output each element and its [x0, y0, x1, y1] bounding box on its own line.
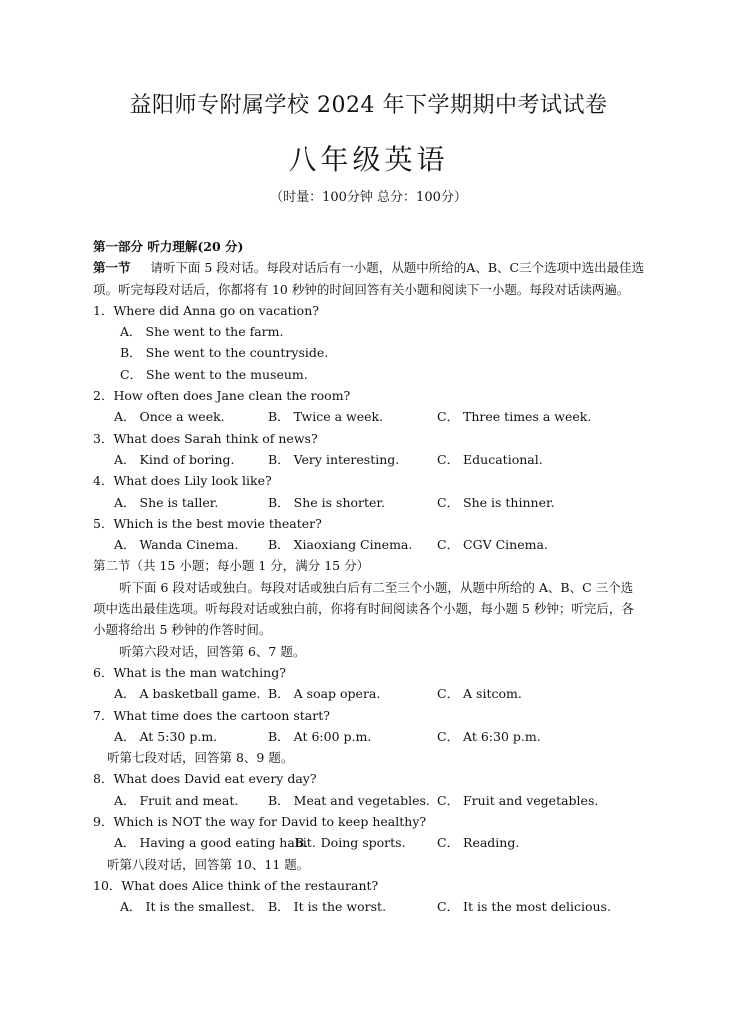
question-7: 7．What time does the cartoon start? [93, 707, 330, 723]
section2-instruction: 听下面 6 段对话或独白。每段对话或独白后有二至三个小题，从题中所给的 A、B、C 三个选项中选出最佳选项。听每段对话或独白前，你将有时间阅读各个小题，每小题 5 秒钟；听完后，各小题将给出 5 秒钟的作答时间。 [93, 579, 634, 638]
section1-text: 请听下面 5 段对话。每段对话后有一小题，从题中所给的A、B、C三个选项中选出最佳选项。听完每段对话后，你都将有 10 秒钟的时间回答有关小题和阅读下一小题。每段对话读两遍。 [93, 260, 645, 297]
option-8c: C． Fruit and vegetables. [437, 792, 599, 808]
option-5b: B． Xiaoxiang Cinema. [268, 537, 413, 553]
option-3b: B． Very interesting. [268, 451, 400, 467]
dialogue-7-note: 听第七段对话，回答第 8、9 题。 [107, 750, 294, 766]
option-6c: C． A sitcom. [437, 686, 522, 702]
options-4 [93, 492, 645, 513]
option-7a: A． At 5:30 p.m. [114, 728, 218, 744]
option-2b: B． Twice a week. [268, 409, 384, 425]
question-3: 3．What does Sarah think of news? [93, 430, 318, 446]
option-7c: C． At 6:30 p.m. [437, 728, 541, 744]
exam-title: 益阳师专附属学校 2024 年下学期期中考试试卷 [129, 93, 608, 118]
option-3c: C． Educational. [437, 451, 543, 467]
option-10b: B． It is the worst. [268, 899, 387, 915]
option-5a: A． Wanda Cinema. [114, 537, 239, 553]
dialogue-6-note: 听第六段对话，回答第 6、7 题。 [119, 643, 306, 659]
options-5 [93, 534, 645, 555]
option-4c: C． She is thinner. [437, 494, 555, 510]
question-8: 8．What does David eat every day? [93, 771, 317, 787]
options-8 [93, 790, 645, 811]
options-7 [93, 726, 645, 747]
option-4b: B． She is shorter. [268, 494, 385, 510]
option-7b: B． At 6:00 p.m. [268, 728, 372, 744]
options-2 [93, 406, 645, 427]
option-9a: A． Having a good eating habit. [114, 835, 316, 851]
question-5: 5．Which is the best movie theater? [93, 515, 322, 531]
exam-content [93, 236, 645, 918]
options-9 [93, 832, 645, 853]
question-2: 2．How often does Jane clean the room? [93, 388, 351, 404]
exam-info: （时量：100分钟 总分：100分） [270, 190, 467, 205]
section2-title: 第二节（共 15 小题；每小题 1 分，满分 15 分） [93, 558, 370, 574]
option-1b: B． She went to the countryside. [120, 345, 329, 361]
option-5c: C． CGV Cinema. [437, 537, 548, 553]
subject-title: 八年级英语 [288, 143, 449, 176]
option-1c: C． She went to the museum. [120, 366, 308, 382]
option-9c: C． Reading. [437, 835, 520, 851]
option-8b: B． Meat and vegetables. [268, 792, 430, 808]
option-3a: A． Kind of boring. [114, 451, 235, 467]
option-2a: A． Once a week. [114, 409, 225, 425]
option-9b: B． Doing sports. [295, 835, 406, 851]
options-3 [93, 449, 645, 470]
option-10a: A． It is the smallest. [120, 899, 255, 915]
option-4a: A． She is taller. [114, 494, 219, 510]
option-10c: C． It is the most delicious. [437, 899, 611, 915]
options-6 [93, 683, 645, 704]
section1-label: 第一节 [93, 260, 131, 276]
question-9: 9．Which is NOT the way for David to keep healthy? [93, 814, 427, 830]
question-4: 4．What does Lily look like? [93, 473, 272, 489]
option-6a: A． A basketball game. [114, 686, 261, 702]
option-8a: A． Fruit and meat. [114, 792, 239, 808]
question-10: 10．What does Alice think of the restaurant? [93, 877, 379, 893]
part-title: 第一部分 听力理解(20 分) [93, 239, 244, 254]
options-10 [93, 896, 645, 917]
option-6b: B． A soap opera. [268, 686, 381, 702]
question-6: 6．What is the man watching? [93, 664, 286, 680]
option-2c: C． Three times a week. [437, 409, 592, 425]
question-1: 1．Where did Anna go on vacation? [93, 302, 319, 318]
option-1a: A． She went to the farm. [120, 324, 284, 340]
section1-instruction [93, 257, 645, 300]
dialogue-8-note: 听第八段对话，回答第 10、11 题。 [107, 856, 310, 872]
